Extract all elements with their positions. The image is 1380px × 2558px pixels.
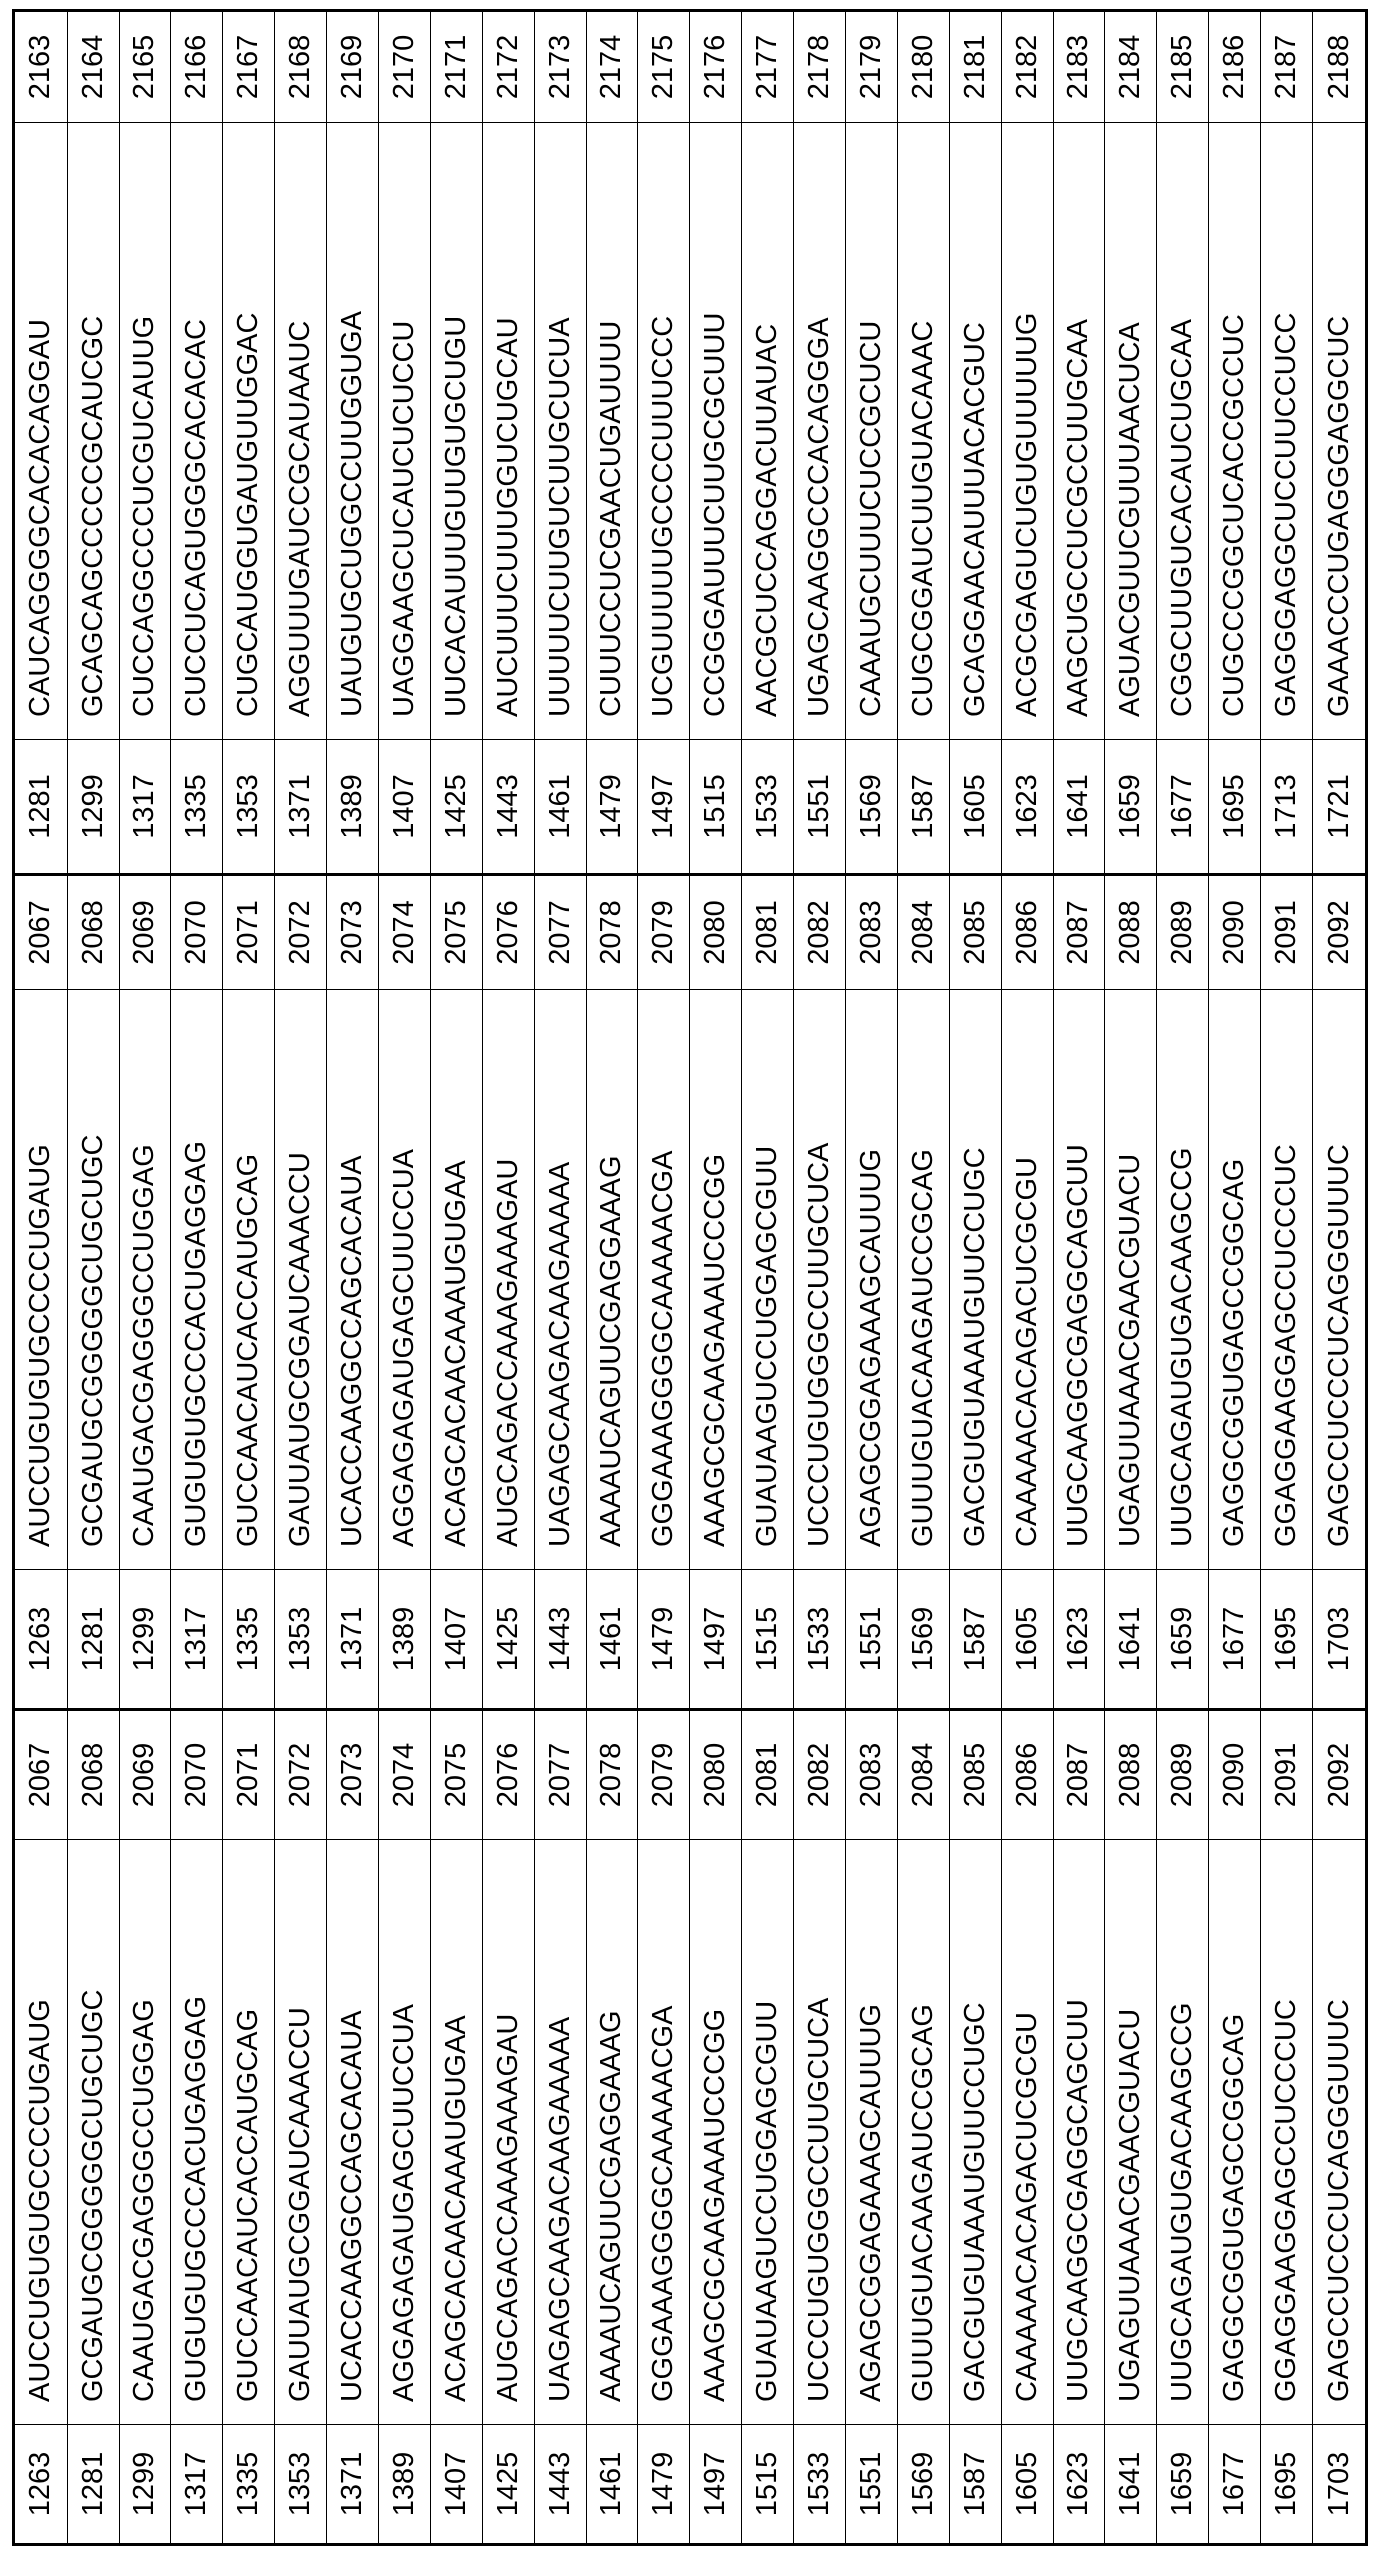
start-position-b: 1335 [223, 1570, 275, 1710]
rna-sequence-c: ACGCGAGUCUGUGUUUUUG [1001, 123, 1053, 740]
start-position-c: 1299 [67, 740, 119, 875]
table-row [171, 11, 223, 2545]
rna-sequence-c: UAUGUGCUGGCCUUGGUGA [327, 123, 379, 740]
sequence-id-a: 2082 [794, 1710, 846, 1840]
start-position-a: 1605 [1001, 2425, 1053, 2545]
rna-sequence-a: CAAAAACACAGACUCGCGU [1001, 1840, 1053, 2425]
sequence-id-c: 2167 [223, 11, 275, 123]
start-position-a: 1281 [67, 2425, 119, 2545]
start-position-b: 1641 [1105, 1570, 1157, 1710]
rna-sequence-a: GUUUGUACAAGAUCCGCAG [897, 1840, 949, 2425]
start-position-b: 1569 [897, 1570, 949, 1710]
start-position-c: 1389 [327, 740, 379, 875]
rna-sequence-b: GUGUGUGCCCACUGAGGAG [171, 990, 223, 1570]
rna-sequence-a: UUGCAGAUGUGACAAGCCG [1157, 1840, 1209, 2425]
sequence-id-b: 2073 [327, 875, 379, 990]
rna-sequence-b: AGGAGAGAUGAGCUUCCUA [378, 990, 430, 1570]
sequence-id-a: 2071 [223, 1710, 275, 1840]
rna-sequence-a: ACAGCACAACAAAUGUGAA [430, 1840, 482, 2425]
start-position-c: 1497 [638, 740, 690, 875]
start-position-b: 1371 [327, 1570, 379, 1710]
rna-sequence-c: AUCUUUCUUUGGUCUGCAU [482, 123, 534, 740]
sequence-id-a: 2083 [845, 1710, 897, 1840]
rna-sequence-c: CAUCAGGGGCACACAGGAU [14, 123, 68, 740]
start-position-a: 1515 [742, 2425, 794, 2545]
sequence-id-a: 2080 [690, 1710, 742, 1840]
rna-sequence-a: UCACCAAGGCCAGCACAUA [327, 1840, 379, 2425]
start-position-b: 1281 [67, 1570, 119, 1710]
sequence-id-b: 2084 [897, 875, 949, 990]
rna-sequence-c: AAGCUGCCUCGCCUUGCAA [1053, 123, 1105, 740]
sequence-id-b: 2091 [1261, 875, 1313, 990]
rna-sequence-c: AACGCUCCAGGACUUAUAC [742, 123, 794, 740]
rna-sequence-b: GGAGGAAGGAGCCUCCCUC [1261, 990, 1313, 1570]
table-row [845, 11, 897, 2545]
sequence-id-a: 2078 [586, 1710, 638, 1840]
rotated-table-container [12, 12, 1368, 2546]
rna-sequence-c: UAGGAAGCUCAUCUCUCCU [378, 123, 430, 740]
start-position-c: 1479 [586, 740, 638, 875]
start-position-a: 1317 [171, 2425, 223, 2545]
start-position-a: 1497 [690, 2425, 742, 2545]
rna-sequence-b: ACAGCACAACAAAUGUGAA [430, 990, 482, 1570]
rna-sequence-b: UGAGUUAAACGAACGUACU [1105, 990, 1157, 1570]
sequence-id-c: 2188 [1313, 11, 1367, 123]
start-position-c: 1461 [534, 740, 586, 875]
start-position-c: 1721 [1313, 740, 1367, 875]
rna-sequence-b: UCCCUGUGGGCCUUGCUCA [794, 990, 846, 1570]
rna-sequence-b: UCACCAAGGCCAGCACAUA [327, 990, 379, 1570]
start-position-c: 1443 [482, 740, 534, 875]
sequence-id-c: 2181 [949, 11, 1001, 123]
start-position-b: 1605 [1001, 1570, 1053, 1710]
start-position-c: 1353 [223, 740, 275, 875]
table-row [327, 11, 379, 2545]
rna-sequence-b: GAUUAUGCGGAUCAAACCU [275, 990, 327, 1570]
table-row [119, 11, 171, 2545]
sequence-id-a: 2068 [67, 1710, 119, 1840]
start-position-c: 1551 [794, 740, 846, 875]
sequence-id-b: 2085 [949, 875, 1001, 990]
rna-sequence-b: UAGAGCAAGACAAGAAAAA [534, 990, 586, 1570]
sequence-id-b: 2083 [845, 875, 897, 990]
sequence-id-a: 2073 [327, 1710, 379, 1840]
table-row [67, 11, 119, 2545]
start-position-a: 1425 [482, 2425, 534, 2545]
rna-sequence-c: CCGGGAUUUCUUGCGCUUU [690, 123, 742, 740]
sequence-id-b: 2078 [586, 875, 638, 990]
table-row [897, 11, 949, 2545]
rna-sequence-b: GGGAAAGGGGCAAAAACGA [638, 990, 690, 1570]
sequence-id-b: 2069 [119, 875, 171, 990]
rna-sequence-c: UUUUUCUUGUCUUGCUCUA [534, 123, 586, 740]
rna-sequence-b: GAGGCGGUGAGCCGGCAG [1209, 990, 1261, 1570]
start-position-c: 1533 [742, 740, 794, 875]
rna-sequence-b: AAAGCGCAAGAAAUCCCGG [690, 990, 742, 1570]
start-position-c: 1641 [1053, 740, 1105, 875]
table-row [742, 11, 794, 2545]
sequence-id-b: 2074 [378, 875, 430, 990]
sequence-id-a: 2086 [1001, 1710, 1053, 1840]
rna-sequence-c: UGAGCAAGGCCCACAGGGA [794, 123, 846, 740]
table-row [1209, 11, 1261, 2545]
sequence-id-c: 2169 [327, 11, 379, 123]
table-row [1105, 11, 1157, 2545]
start-position-b: 1425 [482, 1570, 534, 1710]
start-position-c: 1281 [14, 740, 68, 875]
sequence-id-b: 2092 [1313, 875, 1367, 990]
sequence-id-c: 2171 [430, 11, 482, 123]
start-position-b: 1533 [794, 1570, 846, 1710]
start-position-a: 1569 [897, 2425, 949, 2545]
start-position-b: 1263 [14, 1570, 68, 1710]
start-position-c: 1623 [1001, 740, 1053, 875]
sequence-id-a: 2069 [119, 1710, 171, 1840]
start-position-a: 1641 [1105, 2425, 1157, 2545]
start-position-b: 1703 [1313, 1570, 1367, 1710]
rna-sequence-c: CUCCAGGCCCUCGUCAUUG [119, 123, 171, 740]
sequence-id-b: 2090 [1209, 875, 1261, 990]
sequence-table-body [14, 11, 1367, 2545]
start-position-a: 1443 [534, 2425, 586, 2545]
sequence-table [12, 9, 1368, 2546]
rna-sequence-a: GAGCCUCCCUCAGGGUUUC [1313, 1840, 1367, 2425]
rna-sequence-b: GAGCCUCCCUCAGGGUUUC [1313, 990, 1367, 1570]
rna-sequence-c: GAAACCCUGAGGGAGGCUC [1313, 123, 1367, 740]
sequence-id-c: 2186 [1209, 11, 1261, 123]
sequence-id-c: 2184 [1105, 11, 1157, 123]
sequence-id-c: 2180 [897, 11, 949, 123]
start-position-b: 1443 [534, 1570, 586, 1710]
sequence-id-a: 2079 [638, 1710, 690, 1840]
sequence-id-b: 2072 [275, 875, 327, 990]
sequence-id-c: 2177 [742, 11, 794, 123]
rna-sequence-a: AAAGCGCAAGAAAUCCCGG [690, 1840, 742, 2425]
start-position-c: 1407 [378, 740, 430, 875]
start-position-a: 1551 [845, 2425, 897, 2545]
sequence-id-c: 2185 [1157, 11, 1209, 123]
sequence-id-a: 2090 [1209, 1710, 1261, 1840]
start-position-b: 1479 [638, 1570, 690, 1710]
rna-sequence-a: AUGCAGACCAAAGAAAGAU [482, 1840, 534, 2425]
table-row [378, 11, 430, 2545]
rna-sequence-b: AGAGCGGAGAAAGCAUUUG [845, 990, 897, 1570]
start-position-c: 1371 [275, 740, 327, 875]
sequence-id-a: 2070 [171, 1710, 223, 1840]
rna-sequence-a: GUAUAAGUCCUGGAGCGUU [742, 1840, 794, 2425]
sequence-id-c: 2166 [171, 11, 223, 123]
start-position-a: 1623 [1053, 2425, 1105, 2545]
start-position-a: 1587 [949, 2425, 1001, 2545]
start-position-c: 1659 [1105, 740, 1157, 875]
rna-sequence-b: UUGCAAGGCGAGGCAGCUU [1053, 990, 1105, 1570]
rna-sequence-c: AGGUUUGAUCCGCAUAAUC [275, 123, 327, 740]
sequence-id-b: 2089 [1157, 875, 1209, 990]
start-position-a: 1461 [586, 2425, 638, 2545]
sequence-id-a: 2091 [1261, 1710, 1313, 1840]
rna-sequence-a: GUCCAACAUCACCAUGCAG [223, 1840, 275, 2425]
start-position-c: 1335 [171, 740, 223, 875]
rna-sequence-a: CAAUGACGAGGGCCUGGAG [119, 1840, 171, 2425]
rna-sequence-a: GGGAAAGGGGCAAAAACGA [638, 1840, 690, 2425]
rna-sequence-b: GUAUAAGUCCUGGAGCGUU [742, 990, 794, 1570]
start-position-a: 1263 [14, 2425, 68, 2545]
table-row [14, 11, 68, 2545]
rna-sequence-a: GAUUAUGCGGAUCAAACCU [275, 1840, 327, 2425]
rna-sequence-c: UUCACAUUUGUUGUGCUGU [430, 123, 482, 740]
sequence-id-a: 2089 [1157, 1710, 1209, 1840]
start-position-b: 1659 [1157, 1570, 1209, 1710]
sequence-id-b: 2086 [1001, 875, 1053, 990]
rna-sequence-a: UUGCAAGGCGAGGCAGCUU [1053, 1840, 1105, 2425]
sequence-id-a: 2075 [430, 1710, 482, 1840]
sequence-id-a: 2084 [897, 1710, 949, 1840]
sequence-id-a: 2081 [742, 1710, 794, 1840]
start-position-a: 1371 [327, 2425, 379, 2545]
start-position-b: 1695 [1261, 1570, 1313, 1710]
rna-sequence-a: UGAGUUAAACGAACGUACU [1105, 1840, 1157, 2425]
start-position-a: 1533 [794, 2425, 846, 2545]
rna-sequence-a: AGAGCGGAGAAAGCAUUUG [845, 1840, 897, 2425]
start-position-b: 1587 [949, 1570, 1001, 1710]
table-row [1053, 11, 1105, 2545]
start-position-a: 1695 [1261, 2425, 1313, 2545]
sequence-id-a: 2088 [1105, 1710, 1157, 1840]
sequence-id-b: 2070 [171, 875, 223, 990]
rna-sequence-c: AGUACGUUCGUUUAACUCA [1105, 123, 1157, 740]
rna-sequence-c: CUGCCCGGCUCACCGCCUC [1209, 123, 1261, 740]
sequence-id-b: 2087 [1053, 875, 1105, 990]
sequence-id-b: 2077 [534, 875, 586, 990]
table-row [586, 11, 638, 2545]
table-row [638, 11, 690, 2545]
rna-sequence-c: GCAGGAACAUUUACACGUC [949, 123, 1001, 740]
rna-sequence-b: AUGCAGACCAAAGAAAGAU [482, 990, 534, 1570]
sequence-id-a: 2077 [534, 1710, 586, 1840]
sequence-id-c: 2183 [1053, 11, 1105, 123]
rna-sequence-c: CUUUCCUCGAACUGAUUUU [586, 123, 638, 740]
rna-sequence-b: GUUUGUACAAGAUCCGCAG [897, 990, 949, 1570]
rna-sequence-c: GCAGCAGCCCCCGCAUCGC [67, 123, 119, 740]
sequence-id-b: 2082 [794, 875, 846, 990]
start-position-b: 1389 [378, 1570, 430, 1710]
start-position-b: 1461 [586, 1570, 638, 1710]
start-position-c: 1677 [1157, 740, 1209, 875]
sequence-id-b: 2079 [638, 875, 690, 990]
rna-sequence-b: AAAAUCAGUUCGAGGAAAG [586, 990, 638, 1570]
sequence-id-c: 2175 [638, 11, 690, 123]
sequence-id-c: 2182 [1001, 11, 1053, 123]
start-position-a: 1353 [275, 2425, 327, 2545]
rna-sequence-c: UCGUUUUUGCCCCUUUCCC [638, 123, 690, 740]
rna-sequence-a: UCCCUGUGGGCCUUGCUCA [794, 1840, 846, 2425]
sequence-id-c: 2168 [275, 11, 327, 123]
sequence-id-a: 2076 [482, 1710, 534, 1840]
rna-sequence-a: AGGAGAGAUGAGCUUCCUA [378, 1840, 430, 2425]
sequence-id-b: 2067 [14, 875, 68, 990]
sequence-id-b: 2071 [223, 875, 275, 990]
rna-sequence-a: GAGGCGGUGAGCCGGCAG [1209, 1840, 1261, 2425]
rna-sequence-a: GACGUGUAAAUGUUCCUGC [949, 1840, 1001, 2425]
start-position-b: 1551 [845, 1570, 897, 1710]
sequence-id-a: 2087 [1053, 1710, 1105, 1840]
sequence-id-a: 2085 [949, 1710, 1001, 1840]
start-position-c: 1587 [897, 740, 949, 875]
sequence-id-c: 2187 [1261, 11, 1313, 123]
sequence-id-c: 2173 [534, 11, 586, 123]
table-row [223, 11, 275, 2545]
sequence-id-a: 2074 [378, 1710, 430, 1840]
rna-sequence-a: AUCCUGUGUGCCCCUGAUG [14, 1840, 68, 2425]
sequence-id-a: 2067 [14, 1710, 68, 1840]
rna-sequence-b: CAAUGACGAGGGCCUGGAG [119, 990, 171, 1570]
table-row [275, 11, 327, 2545]
start-position-b: 1299 [119, 1570, 171, 1710]
table-row [1313, 11, 1367, 2545]
rna-sequence-c: CUGCGGAUCUUGUACAAAC [897, 123, 949, 740]
rna-sequence-c: CUCCUCAGUGGGCACACAC [171, 123, 223, 740]
sequence-id-c: 2176 [690, 11, 742, 123]
start-position-a: 1389 [378, 2425, 430, 2545]
start-position-b: 1623 [1053, 1570, 1105, 1710]
sequence-id-c: 2179 [845, 11, 897, 123]
start-position-b: 1677 [1209, 1570, 1261, 1710]
rna-sequence-c: GAGGGAGGCUCCUUCCUCC [1261, 123, 1313, 740]
sequence-id-b: 2075 [430, 875, 482, 990]
rna-sequence-c: CUGCAUGGUGAUGUUGGAC [223, 123, 275, 740]
rna-sequence-c: CAAAUGCUUUCUCCGCUCU [845, 123, 897, 740]
sequence-id-b: 2088 [1105, 875, 1157, 990]
rna-sequence-a: GGAGGAAGGAGCCUCCCUC [1261, 1840, 1313, 2425]
rna-sequence-b: UUGCAGAUGUGACAAGCCG [1157, 990, 1209, 1570]
rna-sequence-a: GUGUGUGCCCACUGAGGAG [171, 1840, 223, 2425]
rna-sequence-b: GACGUGUAAAUGUUCCUGC [949, 990, 1001, 1570]
table-row [430, 11, 482, 2545]
start-position-a: 1335 [223, 2425, 275, 2545]
start-position-b: 1497 [690, 1570, 742, 1710]
start-position-a: 1659 [1157, 2425, 1209, 2545]
rna-sequence-a: GCGAUGCGGGGGCUGCUGC [67, 1840, 119, 2425]
start-position-b: 1353 [275, 1570, 327, 1710]
sequence-id-c: 2172 [482, 11, 534, 123]
rna-sequence-b: AUCCUGUGUGCCCCUGAUG [14, 990, 68, 1570]
sequence-id-c: 2164 [67, 11, 119, 123]
table-row [794, 11, 846, 2545]
start-position-b: 1317 [171, 1570, 223, 1710]
table-row [1001, 11, 1053, 2545]
sequence-id-a: 2072 [275, 1710, 327, 1840]
sequence-id-c: 2165 [119, 11, 171, 123]
table-row [534, 11, 586, 2545]
start-position-a: 1299 [119, 2425, 171, 2545]
sequence-id-c: 2174 [586, 11, 638, 123]
sequence-id-c: 2178 [794, 11, 846, 123]
rna-sequence-b: CAAAAACACAGACUCGCGU [1001, 990, 1053, 1570]
rna-sequence-c: CGGCUUGUCACAUCUGCAA [1157, 123, 1209, 740]
rna-sequence-b: GUCCAACAUCACCAUGCAG [223, 990, 275, 1570]
sequence-id-b: 2081 [742, 875, 794, 990]
rna-sequence-b: GCGAUGCGGGGGCUGCUGC [67, 990, 119, 1570]
rna-sequence-a: UAGAGCAAGACAAGAAAAA [534, 1840, 586, 2425]
start-position-a: 1703 [1313, 2425, 1367, 2545]
sequence-id-b: 2076 [482, 875, 534, 990]
table-row [1157, 11, 1209, 2545]
rna-sequence-a: AAAAUCAGUUCGAGGAAAG [586, 1840, 638, 2425]
sequence-id-c: 2163 [14, 11, 68, 123]
table-row [949, 11, 1001, 2545]
start-position-b: 1407 [430, 1570, 482, 1710]
table-row [482, 11, 534, 2545]
start-position-c: 1695 [1209, 740, 1261, 875]
start-position-b: 1515 [742, 1570, 794, 1710]
sequence-id-b: 2068 [67, 875, 119, 990]
start-position-c: 1713 [1261, 740, 1313, 875]
table-row [690, 11, 742, 2545]
start-position-c: 1425 [430, 740, 482, 875]
sequence-id-c: 2170 [378, 11, 430, 123]
table-row [1261, 11, 1313, 2545]
start-position-c: 1605 [949, 740, 1001, 875]
start-position-c: 1515 [690, 740, 742, 875]
start-position-a: 1677 [1209, 2425, 1261, 2545]
sequence-id-a: 2092 [1313, 1710, 1367, 1840]
start-position-c: 1569 [845, 740, 897, 875]
sequence-id-b: 2080 [690, 875, 742, 990]
start-position-a: 1407 [430, 2425, 482, 2545]
start-position-a: 1479 [638, 2425, 690, 2545]
start-position-c: 1317 [119, 740, 171, 875]
